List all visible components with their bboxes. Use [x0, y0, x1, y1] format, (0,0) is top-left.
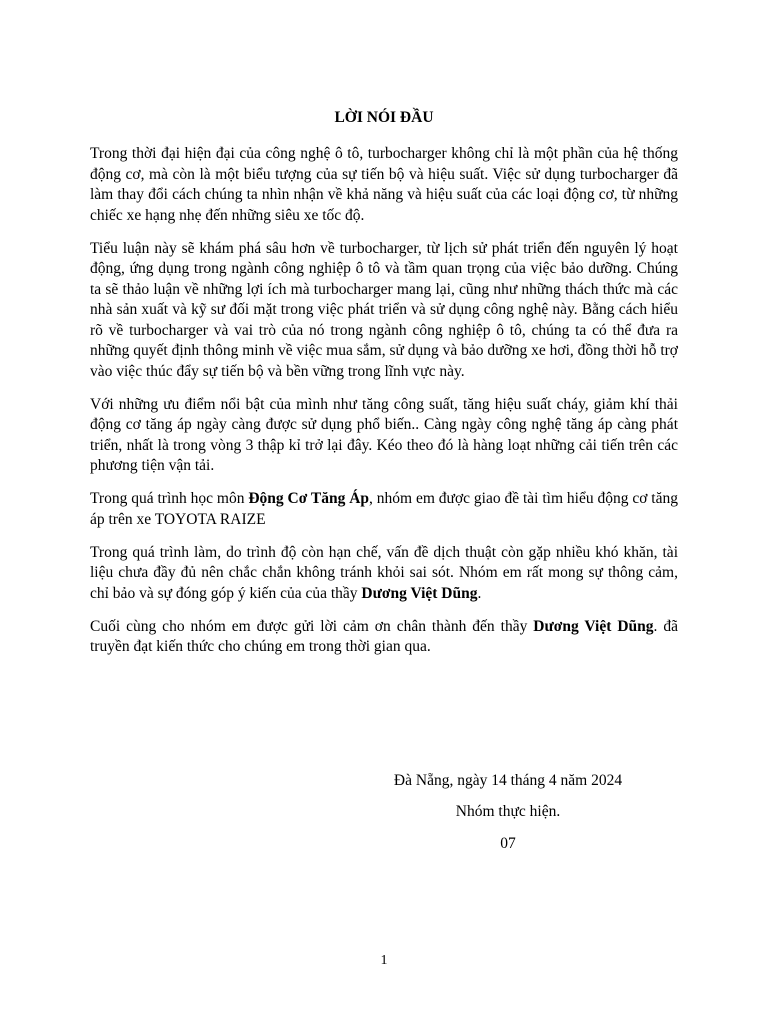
paragraph-advantages — [90, 395, 678, 477]
paragraph-text: Với những ưu điểm nổi bật của mình như tăng công suất, tăng hiệu suất cháy, giảm khí thải động cơ tăng áp ngày càng được sử dụng phổ biến.. Càng ngày công nghệ tăng áp càng phát triển, nhất là trong vòng 3 thập kỉ trở lại đây. Kéo theo đó là hàng loạt những cải tiến trên các phương tiện vận tải. — [90, 395, 678, 474]
signature-group-line: Nhóm thực hiện. — [455, 803, 561, 820]
paragraph-text: Trong quá trình làm, do trình độ còn hạn chế, vấn đề dịch thuật còn gặp nhiều khó khăn, tài liệu chưa đầy đủ nên chắc chắn không tránh khỏi sai sót. Nhóm em rất mong sự thông cảm, chỉ bảo và sự đóng góp ý kiến của của thầy — [90, 543, 678, 602]
paragraph-text: Trong thời đại hiện đại của công nghệ ô tô, turbocharger không chỉ là một phần của hệ thống động cơ, mà còn là một biểu tượng của sự tiến bộ và hiệu suất. Việc sử dụng turbocharger đã làm thay đổi cách chúng ta nhìn nhận về khả năng và hiệu suất của các loại động cơ, từ những chiếc xe hạng nhẹ đến những siêu xe tốc độ. — [90, 145, 678, 224]
paragraph-text: Cuối cùng cho nhóm em được gửi lời cảm ơn chân thành đến thầy — [90, 617, 534, 635]
signature-date-line: Đà Nẵng, ngày 14 tháng 4 năm 2024 — [393, 772, 623, 789]
document-title: LỜI NÓI ĐẦU — [334, 109, 434, 126]
paragraph-text: . — [477, 584, 482, 602]
paragraph-text: . đã truyền đạt kiến thức cho chúng em trong thời gian qua. — [90, 617, 678, 655]
paragraph-limitations — [90, 543, 678, 605]
paragraph-essay-scope — [90, 239, 678, 383]
teacher-name: Dương Việt Dũng — [361, 584, 478, 602]
signature-group-number: 07 — [500, 835, 516, 852]
course-name: Động Cơ Tăng Áp — [248, 490, 370, 507]
paragraph-intro — [90, 144, 678, 226]
paragraph-text: , nhóm em được giao đề tài tìm hiểu động cơ tăng áp trên xe TOYOTA RAIZE — [90, 490, 678, 528]
paragraph-text: Trong quá trình học môn — [90, 490, 249, 507]
paragraph-thanks — [90, 617, 678, 658]
document-body — [90, 144, 678, 670]
page-number: 1 — [380, 953, 388, 968]
paragraph-text: Tiểu luận này sẽ khám phá sâu hơn về turbocharger, từ lịch sử phát triển đến nguyên lý hoạt động, ứng dụng trong ngành công nghiệp ô tô và tầm quan trọng của việc bảo dưỡng. Chúng ta sẽ thảo luận về những lợi ích mà turbocharger mang lại, cũng như những thách thức mà các nhà sản xuất và kỹ sư đối mặt trong việc phát triển và sử dụng công nghệ này. Bằng cách hiểu rõ về turbocharger và vai trò của nó trong ngành công nghiệp ô tô, chúng ta có thể đưa ra những quyết định thông minh về việc mua sắm, sử dụng và bảo dưỡng xe hơi, đồng thời hỗ trợ vào việc thúc đẩy sự tiến bộ và bền vững trong lĩnh vực này. — [90, 239, 678, 380]
paragraph-course-topic — [90, 489, 678, 530]
teacher-name: Dương Việt Dũng — [533, 617, 654, 635]
